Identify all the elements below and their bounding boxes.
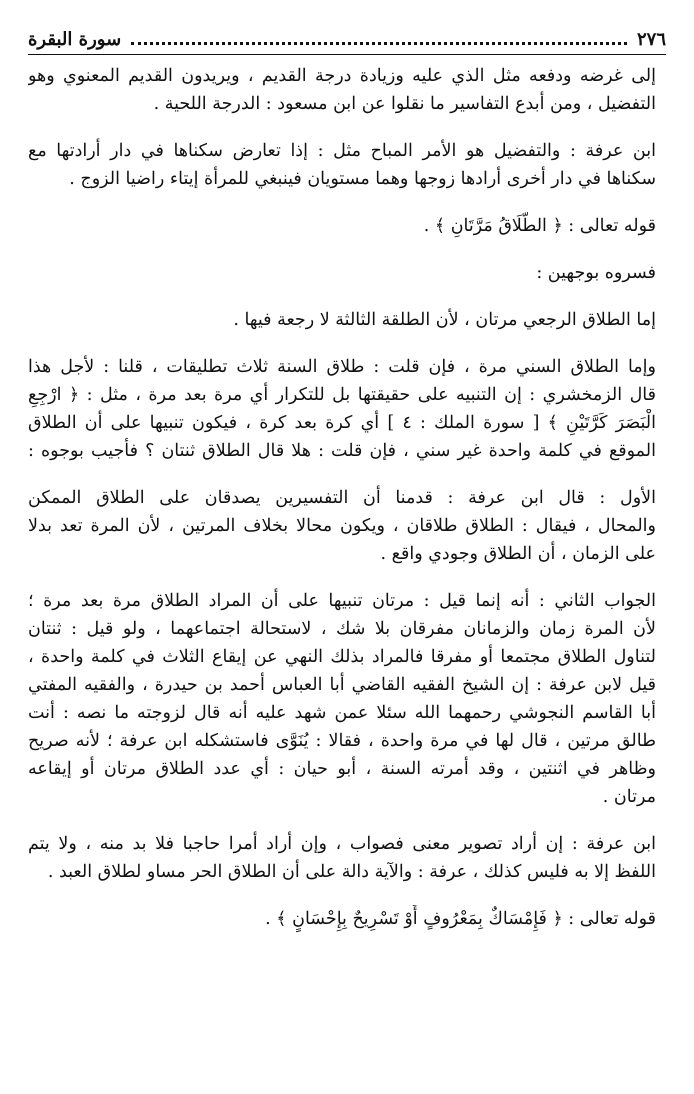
- text-line: الموقع في كلمة واحدة غير سني ، فإن قلت : هلا قال الطلاق ثنتان ؟ فأجيب بوجوه :: [28, 441, 656, 461]
- text-line: لأن المرة زمان والزمانان مفرقان بلا شك ، لاستحالة اجتماعهما ، ولو قيل : ثنتان: [28, 619, 656, 639]
- paragraph: [28, 259, 666, 287]
- text-line: لتناول الطلاق مجتمعا أو مفرقا فالمراد بذلك النهي عن إيقاع الثلاث في كلمة واحدة ،: [28, 647, 656, 667]
- quran-verse-line: قوله تعالى : ﴿ الطَّلَاقُ مَرَّتَانِ ﴾ .: [423, 216, 656, 236]
- paragraph: [28, 484, 666, 568]
- text-line: اللفظ إلا به فليس كذلك ، عرفة : والآية دالة على أن الطلاق الحر مساو لطلاق العبد .: [47, 862, 656, 882]
- text-line: قال الزمخشري : إن التنبيه على حقيقتها بل للتكرار أي مرة بعد مرة ، مثل : ﴿ ارْجِعِ: [28, 385, 656, 405]
- paragraph: [28, 830, 666, 886]
- text-line: الأول : قال ابن عرفة : قدمنا أن التفسيرين يصدقان على الطلاق الممكن: [28, 488, 656, 508]
- text-line: على الزمان ، أن الطلاق وجودي واقع .: [380, 544, 656, 564]
- text-line: قيل لابن عرفة : إن الشيخ الفقيه القاضي أبا العباس أحمد بن حيدرة ، والفقيه المفتي: [28, 675, 656, 695]
- text-line: التفضيل ، ومن أبدع التفاسير ما نقلوا عن ابن مسعود : الدرجة اللحية .: [153, 94, 656, 114]
- text-line: ابن عرفة : والتفضيل هو الأمر المباح مثل : إذا تعارض سكناها في دار أرادتها مع: [28, 141, 656, 161]
- paragraph: [28, 353, 666, 465]
- paragraph: [28, 306, 666, 334]
- paragraph: [28, 905, 666, 933]
- paragraph: [28, 212, 666, 240]
- text-line: فسروه بوجهين :: [536, 263, 656, 283]
- paragraph: [28, 62, 666, 118]
- paragraph: [28, 137, 666, 193]
- text-line: سكناها في دار أخرى أرادها زوجها وهما مستويان فينبغي للمرأة إيتاء راضيا الزوج .: [69, 169, 656, 189]
- text-line: الجواب الثاني : أنه إنما قيل : مرتان تنبيها على أن المراد الطلاق مرة بعد مرة ؛: [28, 591, 656, 611]
- header-dotted-leader: [131, 42, 627, 45]
- text-line: أبا القاسم النجوشي رحمهما الله سئلا عمن شهد عليه أنه قال لزوجته ما نصه : أنت: [28, 703, 656, 723]
- page-header: [28, 18, 666, 55]
- text-line: وإما الطلاق السني مرة ، فإن قلت : طلاق السنة ثلاث تطليقات ، قلنا : لأجل هذا: [28, 357, 656, 377]
- text-line: إما الطلاق الرجعي مرتان ، لأن الطلقة الثالثة لا رجعة فيها .: [233, 310, 656, 330]
- text-line: الْبَصَرَ كَرَّتَيْنِ ﴾ [ سورة الملك : ٤ ] أي كرة بعد كرة ، فيكون تنبيها على أن الطلاق: [28, 413, 656, 433]
- text-line: والمحال ، فيقال : الطلاق طلاقان ، ويكون محالا بخلاف المرتين ، لأن المرة تعد بدلا: [28, 516, 656, 536]
- surah-title: سورة البقرة: [28, 29, 122, 50]
- text-line: إلى غرضه ودفعه مثل الذي عليه وزيادة درجة القديم ، ويريدون القديم المعنوي وهو: [28, 66, 656, 86]
- quran-verse-line: قوله تعالى : ﴿ فَإِمْسَاكٌ بِمَعْرُوفٍ أَوْ تَسْرِيحٌ بِإِحْسَانٍ ﴾ .: [265, 909, 656, 929]
- page-body: [28, 62, 666, 943]
- text-line: ابن عرفة : إن أراد تصوير معنى فصواب ، وإن أراد أمرا حاجبا فلا بد منه ، ولا يتم: [28, 834, 656, 854]
- page-number: ٢٧٦: [636, 29, 666, 50]
- text-line: مرتان .: [602, 787, 656, 807]
- text-line: طالق مرتين ، قال لها في مرة واحدة ، فقالا : يُنَوَّى فاستشكله ابن عرفة ؛ لأنه صريح: [28, 731, 656, 751]
- paragraph: [28, 587, 666, 811]
- text-line: وظاهر في اثنتين ، وقد أمرته السنة ، أبو حيان : أي عدد الطلاق مرتان أو إيقاعه: [28, 759, 656, 779]
